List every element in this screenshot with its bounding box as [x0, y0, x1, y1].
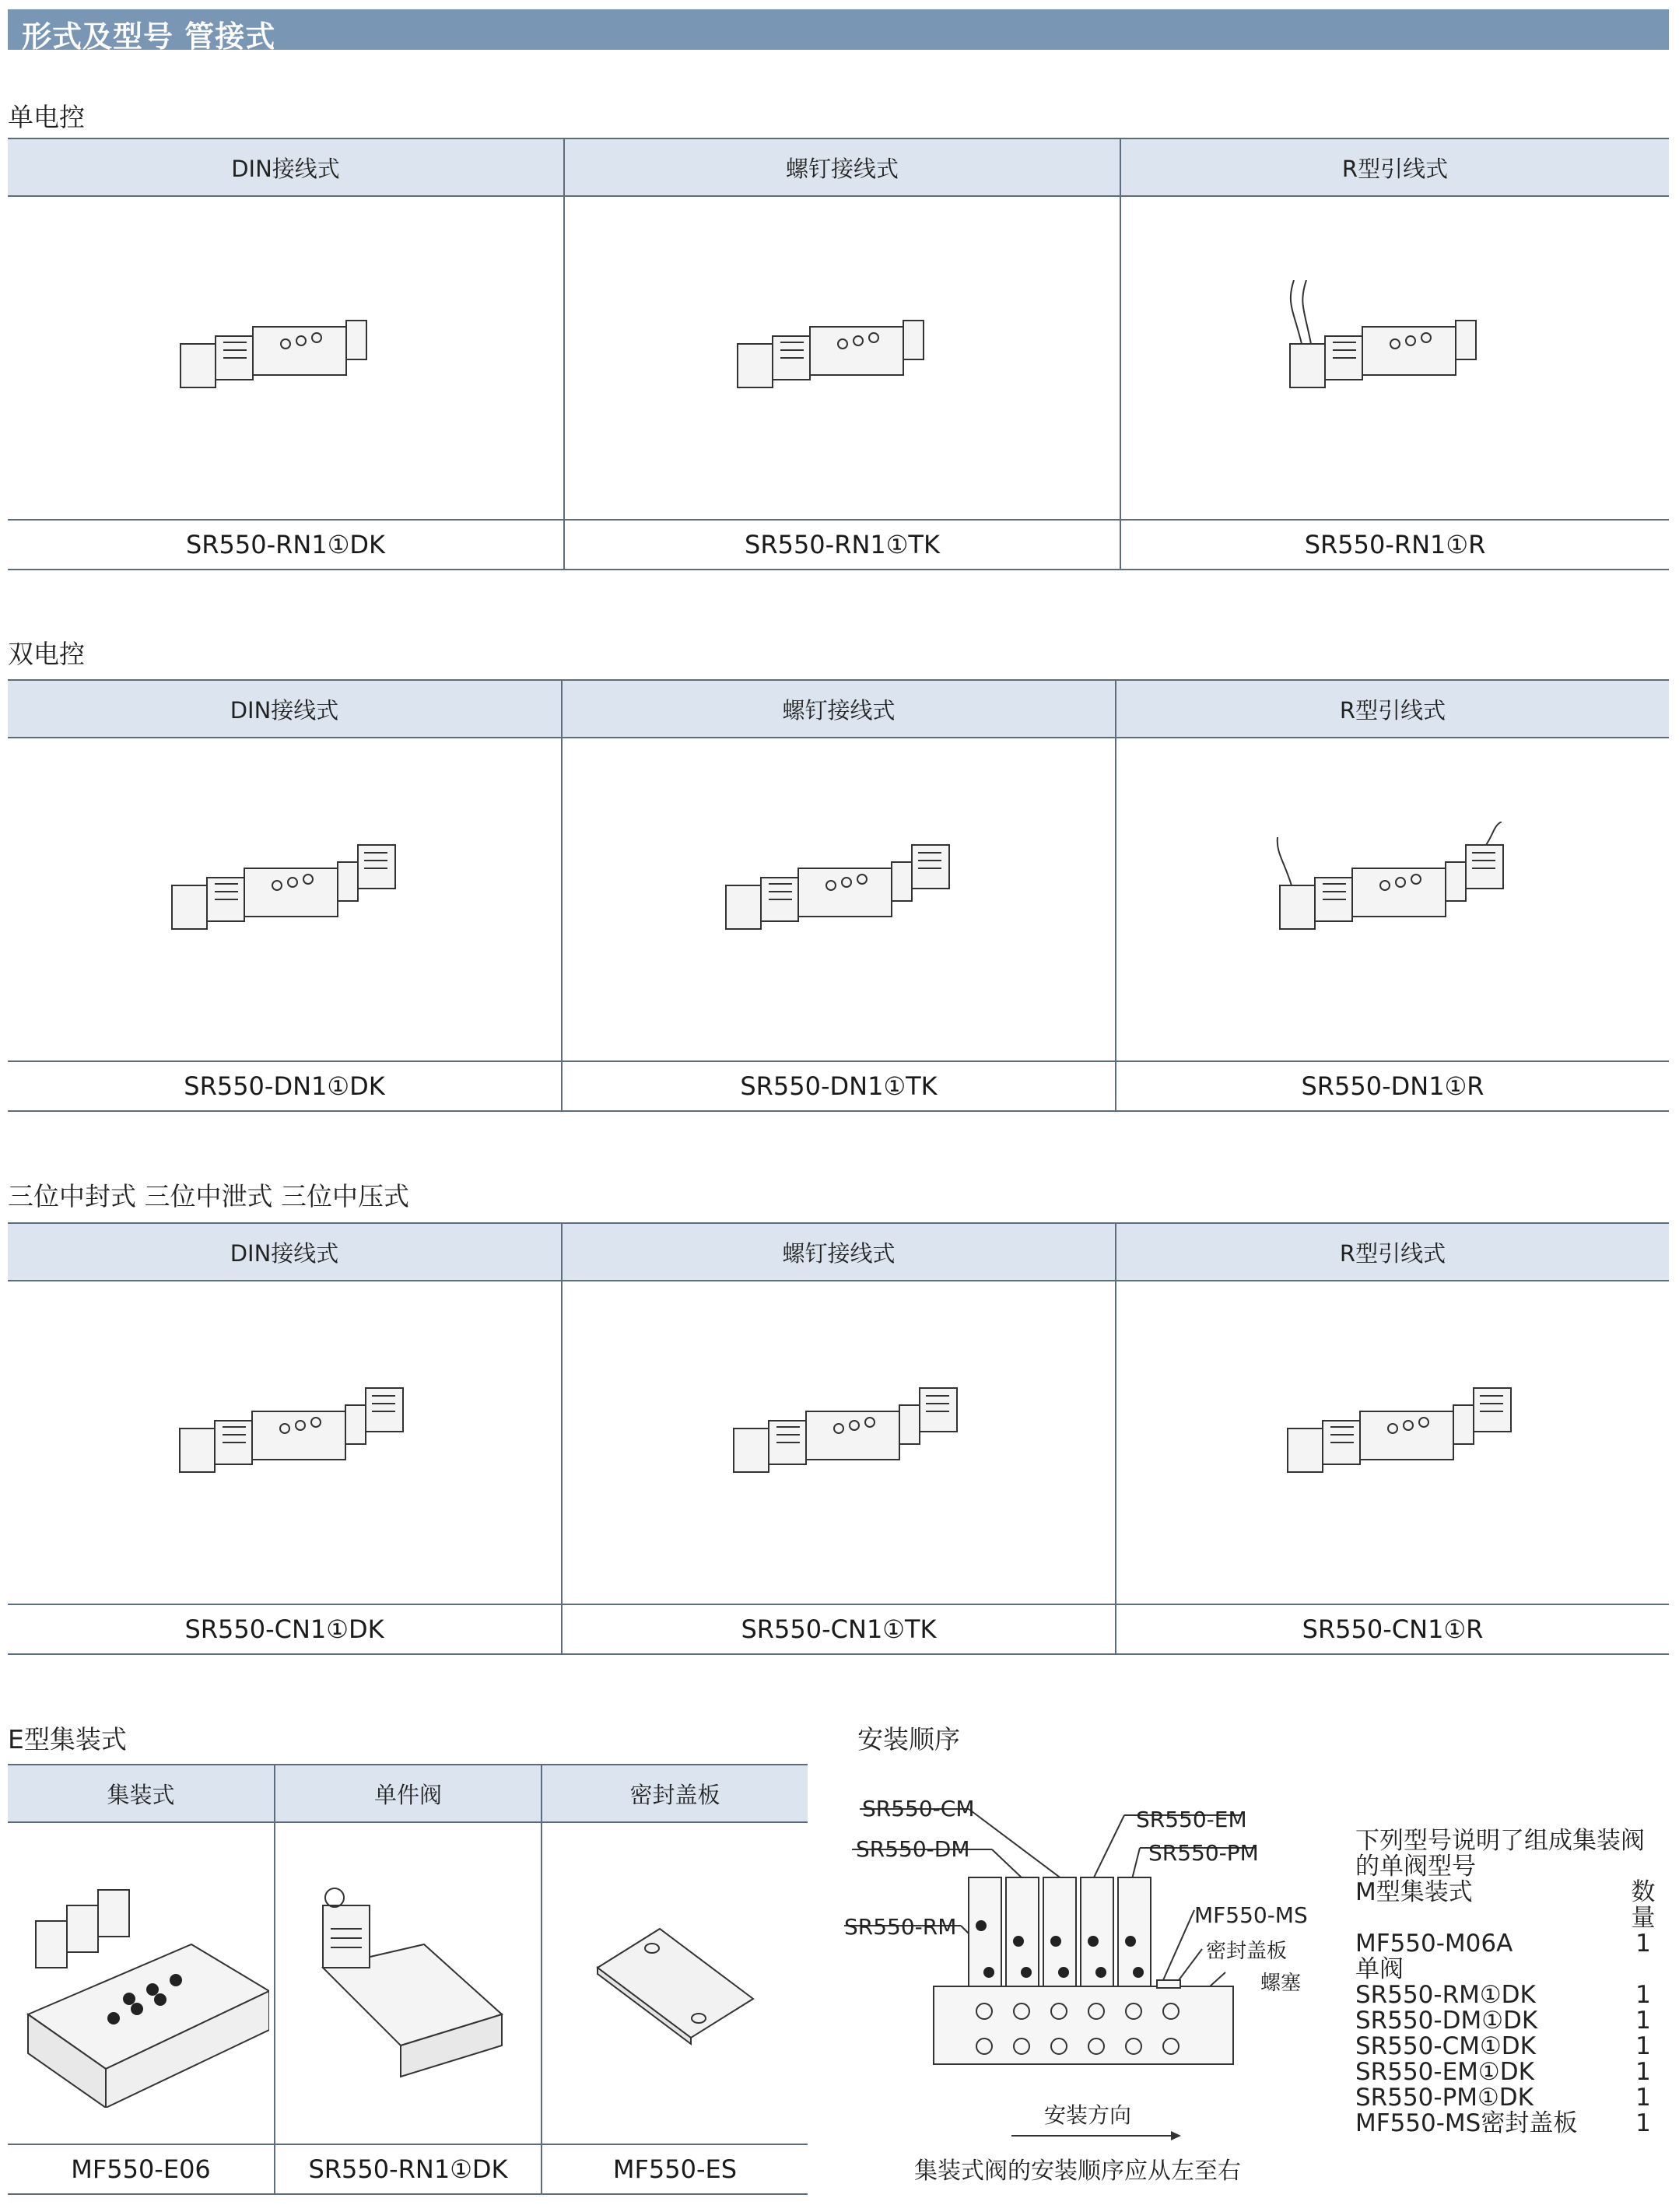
model-number: SR550-RN1①TK [564, 520, 1120, 570]
valve-image [706, 822, 971, 977]
model-number: SR550-DN1①DK [8, 1061, 562, 1111]
cover-plate-image [590, 1921, 761, 2045]
header-banner [8, 9, 1669, 54]
note-item-model: MF550-M06A [1355, 1930, 1513, 1958]
valve-image [1271, 280, 1520, 436]
column-header-single-valve: 单件阀 [275, 1765, 542, 1822]
model-number: SR550-CN1①TK [562, 1604, 1116, 1654]
note-item-qty: 1 [1635, 2032, 1651, 2060]
model-number: SR550-RN1①DK [275, 2144, 542, 2194]
single-solenoid-table [8, 138, 1669, 570]
label-sr550-cm: SR550-CM [862, 1796, 975, 1821]
note-manifold-heading: M型集装式 [1355, 1878, 1473, 1906]
column-header-cover-plate: 密封盖板 [542, 1765, 808, 1822]
column-header-r-lead: R型引线式 [1116, 680, 1669, 738]
note-intro: 下列型号说明了组成集装阀的单阀型号 [1355, 1827, 1645, 1881]
note-item-qty: 1 [1635, 2109, 1651, 2137]
note-item [1355, 2060, 1667, 2085]
valve-image [152, 822, 417, 977]
note-item-qty: 1 [1635, 2084, 1651, 2112]
assembly-caption: 集装式阀的安装顺序应从左至右 [914, 2158, 1241, 2185]
valve-image [1260, 822, 1525, 977]
model-number: MF550-E06 [8, 2144, 275, 2194]
section-title-double-solenoid: 双电控 [8, 639, 85, 669]
note-item-model: SR550-CM①DK [1355, 2032, 1536, 2060]
column-header-din: DIN接线式 [8, 680, 562, 738]
label-plug: 螺塞 [1260, 1972, 1302, 1995]
single-valve-image [307, 1882, 510, 2084]
note-item [1355, 2111, 1667, 2137]
valve-image [691, 1365, 987, 1520]
assembly-note [1355, 1828, 1667, 2137]
note-item-model: SR550-DM①DK [1355, 2007, 1538, 2035]
column-header-din: DIN接线式 [8, 138, 564, 196]
label-mf550-ms: MF550-MS [1194, 1902, 1308, 1928]
section-title-single-solenoid: 单电控 [8, 102, 85, 132]
arrow-right-icon [1011, 2128, 1183, 2144]
note-item-model: SR550-RM①DK [1355, 1981, 1536, 2009]
column-header-screw: 螺钉接线式 [564, 138, 1120, 196]
model-number: SR550-CN1①DK [8, 1604, 562, 1654]
note-item-qty: 1 [1635, 2058, 1651, 2086]
model-number: SR550-DN1①R [1116, 1061, 1669, 1111]
double-solenoid-table [8, 679, 1669, 1112]
model-number: SR550-DN1①TK [562, 1061, 1116, 1111]
label-sr550-rm: SR550-RM [844, 1914, 957, 1940]
note-item [1355, 2008, 1667, 2034]
note-item [1355, 2034, 1667, 2060]
note-item-model: SR550-PM①DK [1355, 2084, 1534, 2112]
model-number: MF550-ES [542, 2144, 808, 2194]
label-sr550-dm: SR550-DM [856, 1836, 970, 1862]
label-sr550-pm: SR550-PM [1148, 1840, 1259, 1866]
note-item-model: MF550-MS密封盖板 [1355, 2109, 1578, 2137]
note-item-qty: 1 [1635, 2007, 1651, 2035]
valve-image [1245, 1365, 1541, 1520]
column-header-din: DIN接线式 [8, 1223, 562, 1281]
valve-image [137, 1365, 433, 1520]
note-item-qty: 1 [1635, 1981, 1651, 2009]
note-item-qty: 1 [1635, 1930, 1651, 1958]
column-header-screw: 螺钉接线式 [562, 680, 1116, 738]
valve-image [161, 280, 410, 436]
manifold-image [12, 1859, 269, 2108]
model-number: SR550-RN1①R [1120, 520, 1669, 570]
column-header-manifold: 集装式 [8, 1765, 275, 1822]
e-manifold-table [8, 1764, 808, 2195]
label-sr550-em: SR550-EM [1136, 1807, 1247, 1832]
model-number: SR550-RN1①DK [8, 520, 564, 570]
label-cover-plate: 密封盖板 [1206, 1940, 1288, 1963]
note-item [1355, 1982, 1667, 2008]
section-title-e-manifold: E型集装式 [8, 1724, 127, 1755]
note-single-heading: 单阀 [1355, 1955, 1404, 1983]
column-header-r-lead: R型引线式 [1120, 138, 1669, 196]
note-item-model: SR550-EM①DK [1355, 2058, 1534, 2086]
note-item [1355, 2085, 1667, 2111]
model-number: SR550-CN1①R [1116, 1604, 1669, 1654]
install-direction-label: 安装方向 [1044, 2102, 1132, 2128]
page-title: 形式及型号 管接式 [22, 19, 276, 54]
column-header-r-lead: R型引线式 [1116, 1223, 1669, 1281]
valve-image [718, 280, 967, 436]
note-item [1355, 1931, 1667, 1957]
assembly-title: 安装顺序 [857, 1724, 960, 1755]
column-header-screw: 螺钉接线式 [562, 1223, 1116, 1281]
note-qty-heading: 数量 [1631, 1878, 1656, 1932]
three-position-table [8, 1222, 1669, 1655]
section-title-three-position: 三位中封式 三位中泄式 三位中压式 [8, 1181, 409, 1211]
